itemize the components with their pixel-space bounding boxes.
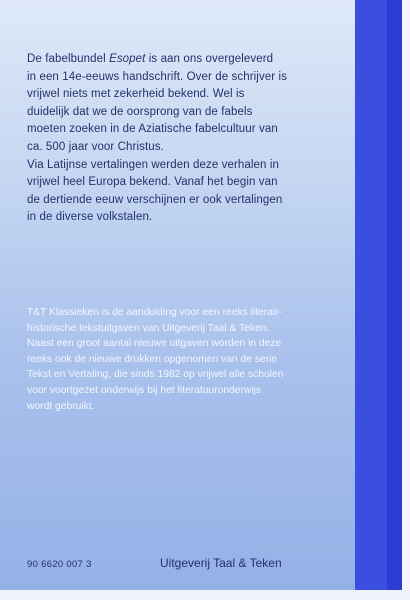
intro-text-block	[27, 51, 357, 227]
series-line: T&T Klassieken is de aanduiding voor een reeks literair-	[27, 307, 283, 318]
isbn-number: 90 6620 007 3	[27, 559, 92, 570]
series-description-block	[27, 305, 347, 414]
intro-line: vrijwel heel Europa bekend. Vanaf het begin van	[27, 176, 278, 189]
intro-line: Via Latijnse vertalingen werden deze verhalen in	[27, 158, 279, 171]
intro-line: de dertiende eeuw verschijnen er ook vertalingen	[27, 193, 283, 206]
publisher-name: Uitgeverij Taal & Teken	[160, 556, 282, 570]
book-title: Esopet	[109, 53, 146, 65]
series-line: historische tekstuitgaven van Uitgeverij Taal & Teken.	[27, 322, 270, 334]
intro-line: moeten zoeken in de Aziatische fabelcultuur van	[27, 123, 278, 136]
intro-line-1-end: is aan ons overgeleverd	[145, 53, 274, 65]
intro-line-1	[27, 51, 357, 69]
intro-line: in de diverse volkstalen.	[27, 211, 153, 224]
cover-right-edge	[402, 0, 410, 600]
intro-line: in een 14e-eeuws handschrift. Over de schrijver is	[27, 70, 288, 83]
series-line: Tekst en Vertaling, die sinds 1982 op vrijwel alle scholen	[27, 369, 284, 381]
intro-line: duidelijk dat we de oorsprong van de fabels	[27, 105, 253, 118]
series-line: wordt gebruikt.	[27, 400, 95, 412]
intro-line-1-start: De fabelbundel	[27, 53, 110, 65]
cover-bottom-edge	[0, 590, 410, 600]
series-line: voor voortgezet onderwijs bij het literatuuronderwijs	[27, 384, 262, 396]
intro-line: vrijwel niets met zekerheid bekend. Wel is	[27, 88, 245, 101]
series-line: Naast een groot aantal nieuwe uitgaven worden in deze	[27, 338, 282, 350]
intro-line: ca. 500 jaar voor Christus.	[27, 140, 164, 153]
series-line: reeks ook de nieuwe drukken opgenomen van de serie	[27, 353, 278, 365]
